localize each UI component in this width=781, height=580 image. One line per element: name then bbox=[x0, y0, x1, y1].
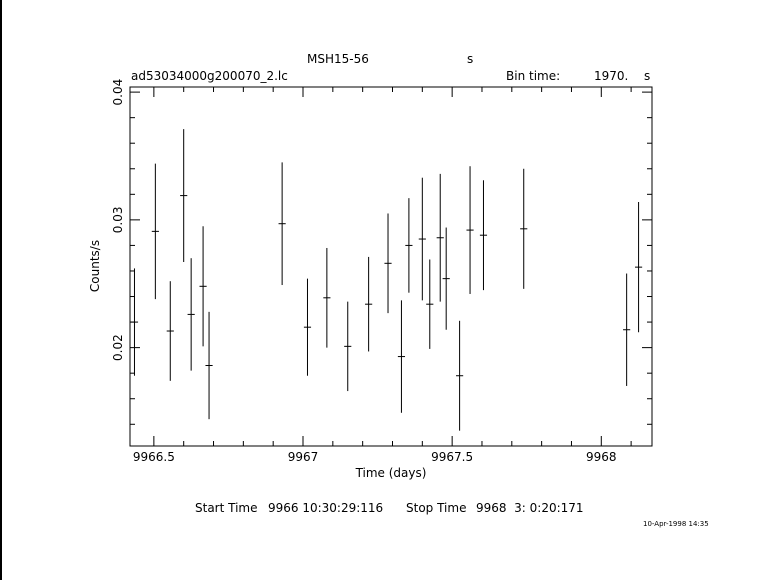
data-point bbox=[384, 213, 391, 313]
y-tick-label: 0.02 bbox=[111, 334, 125, 361]
data-point bbox=[152, 164, 159, 299]
data-point bbox=[635, 202, 642, 332]
data-point bbox=[167, 281, 174, 381]
axis-labels bbox=[88, 79, 617, 480]
data-point bbox=[131, 268, 138, 375]
bin-time-value: 1970. bbox=[594, 69, 629, 83]
object-unit: s bbox=[467, 52, 474, 66]
data-point bbox=[443, 228, 450, 330]
y-tick-label: 0.03 bbox=[111, 206, 125, 234]
data-point bbox=[205, 312, 212, 419]
data-point bbox=[180, 129, 187, 262]
data-point bbox=[437, 174, 444, 302]
x-tick-label: 9966.5 bbox=[132, 450, 175, 464]
data-point bbox=[623, 274, 630, 386]
start-time-value: 9966 10:30:29:116 bbox=[268, 501, 384, 515]
data-point bbox=[200, 226, 207, 346]
file-name: ad53034000g200070_2.lc bbox=[131, 69, 288, 83]
data-point bbox=[520, 169, 527, 289]
data-point bbox=[466, 166, 473, 294]
data-point bbox=[426, 259, 433, 348]
data-point bbox=[279, 162, 286, 285]
y-tick-label: 0.04 bbox=[111, 78, 125, 106]
data-point bbox=[365, 257, 372, 352]
x-axis-title: Time (days) bbox=[355, 466, 427, 480]
data-point bbox=[323, 248, 330, 348]
x-tick-label: 9967.5 bbox=[431, 450, 474, 464]
stop-time-label: Stop Time bbox=[406, 501, 467, 515]
bin-time-unit: s bbox=[644, 69, 651, 83]
data-point bbox=[480, 180, 487, 290]
data-point bbox=[398, 300, 405, 412]
object-name: MSH15-56 bbox=[307, 52, 369, 66]
stop-time-value: 9968 3: 0:20:171 bbox=[476, 501, 584, 515]
data-point bbox=[304, 279, 311, 376]
data-point bbox=[344, 302, 351, 391]
x-tick-label: 9968 bbox=[586, 450, 617, 464]
plot-frame bbox=[130, 87, 652, 446]
bin-time-label: Bin time: bbox=[506, 69, 561, 83]
x-tick-label: 9967 bbox=[287, 450, 319, 464]
start-time-label: Start Time bbox=[195, 501, 258, 515]
data-point bbox=[405, 198, 412, 293]
y-axis-title: Counts/s bbox=[88, 239, 102, 293]
axis-ticks bbox=[130, 87, 652, 446]
data-point bbox=[188, 258, 195, 370]
data-point bbox=[419, 178, 426, 301]
data-points bbox=[131, 129, 642, 431]
plot-timestamp: 10-Apr-1998 14:35 bbox=[643, 520, 709, 528]
data-point bbox=[456, 321, 463, 431]
